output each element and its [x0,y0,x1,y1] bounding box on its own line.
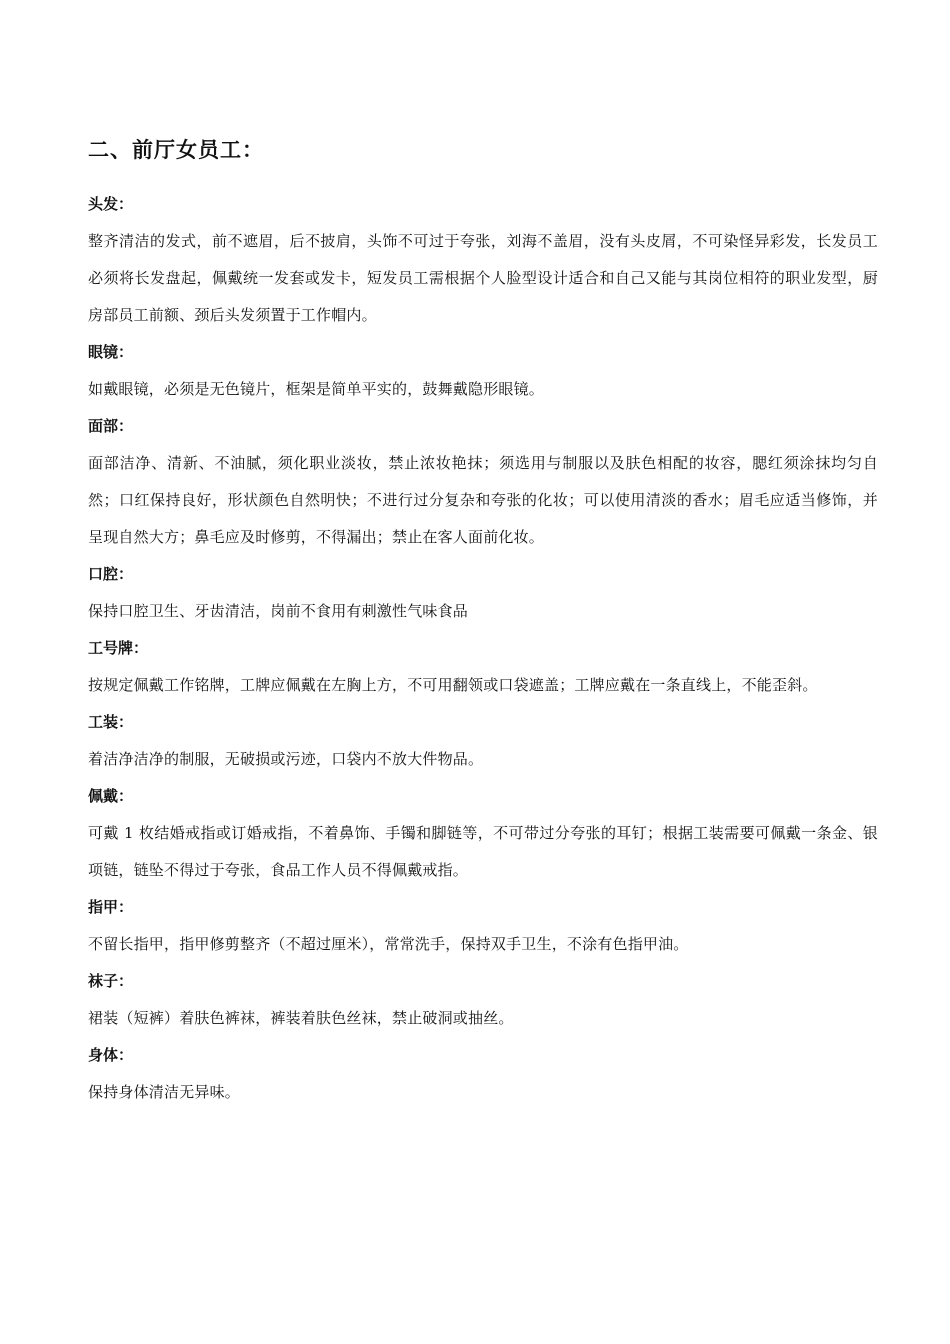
section-accessories [88,778,878,889]
section-badge [88,630,878,704]
heading-mouth: 口腔： [88,565,134,583]
heading-uniform: 工装： [88,713,134,731]
heading-accessories: 佩戴： [88,787,134,805]
section-uniform [88,704,878,778]
heading-nails: 指甲： [88,898,134,916]
section-face [88,408,878,556]
section-nails [88,889,878,963]
heading-face: 面部： [88,417,134,435]
paragraph-badge: 按规定佩戴工作铭牌，工牌应佩戴在左胸上方，不可用翻领或口袋遮盖；工牌应戴在一条直线上，不能歪斜。 [88,676,818,694]
document-page [88,132,878,1111]
paragraph-socks: 裙装（短裤）着肤色裤袜，裤装着肤色丝袜，禁止破洞或抽丝。 [88,1009,514,1027]
paragraph-glasses: 如戴眼镜，必须是无色镜片，框架是简单平实的，鼓舞戴隐形眼镜。 [88,380,545,398]
heading-glasses: 眼镜： [88,343,134,361]
section-hair [88,186,878,334]
section-title: 二、前厅女员工： [88,137,264,162]
section-socks [88,963,878,1037]
heading-hair: 头发： [88,195,134,213]
heading-body: 身体： [88,1046,134,1064]
section-body [88,1037,878,1111]
heading-socks: 袜子： [88,972,134,990]
paragraph-mouth: 保持口腔卫生、牙齿清洁，岗前不食用有刺激性气味食品 [88,602,469,620]
paragraph-hair: 整齐清洁的发式，前不遮眉，后不披肩，头饰不可过于夸张，刘海不盖眉，没有头皮屑，不可染怪异彩发，长发员工必须将长发盘起，佩戴统一发套或发卡，短发员工需根据个人脸型设计适合和自己又能与其岗位相符的职业发型，厨房部员工前额、颈后头发须置于工作帽内。 [88,232,878,324]
paragraph-accessories: 可戴 1 枚结婚戒指或订婚戒指，不着鼻饰、手镯和脚链等，不可带过分夸张的耳钉；根据工装需要可佩戴一条金、银项链，链坠不得过于夸张，食品工作人员不得佩戴戒指。 [88,824,878,879]
paragraph-body: 保持身体清洁无异味。 [88,1083,241,1101]
paragraph-uniform: 着洁净洁净的制服，无破损或污迹，口袋内不放大件物品。 [88,750,484,768]
heading-badge: 工号牌： [88,639,149,657]
section-mouth [88,556,878,630]
paragraph-nails: 不留长指甲，指甲修剪整齐（不超过厘米），常常洗手，保持双手卫生，不涂有色指甲油。 [88,935,689,953]
section-glasses [88,334,878,408]
paragraph-face: 面部洁净、清新、不油腻，须化职业淡妆，禁止浓妆艳抹；须选用与制服以及肤色相配的妆容，腮红须涂抹均匀自然；口红保持良好，形状颜色自然明快；不进行过分复杂和夸张的化妆；可以使用清淡的香水；眉毛应适当修饰，并呈现自然大方；鼻毛应及时修剪，不得漏出；禁止在客人面前化妆。 [88,454,878,546]
